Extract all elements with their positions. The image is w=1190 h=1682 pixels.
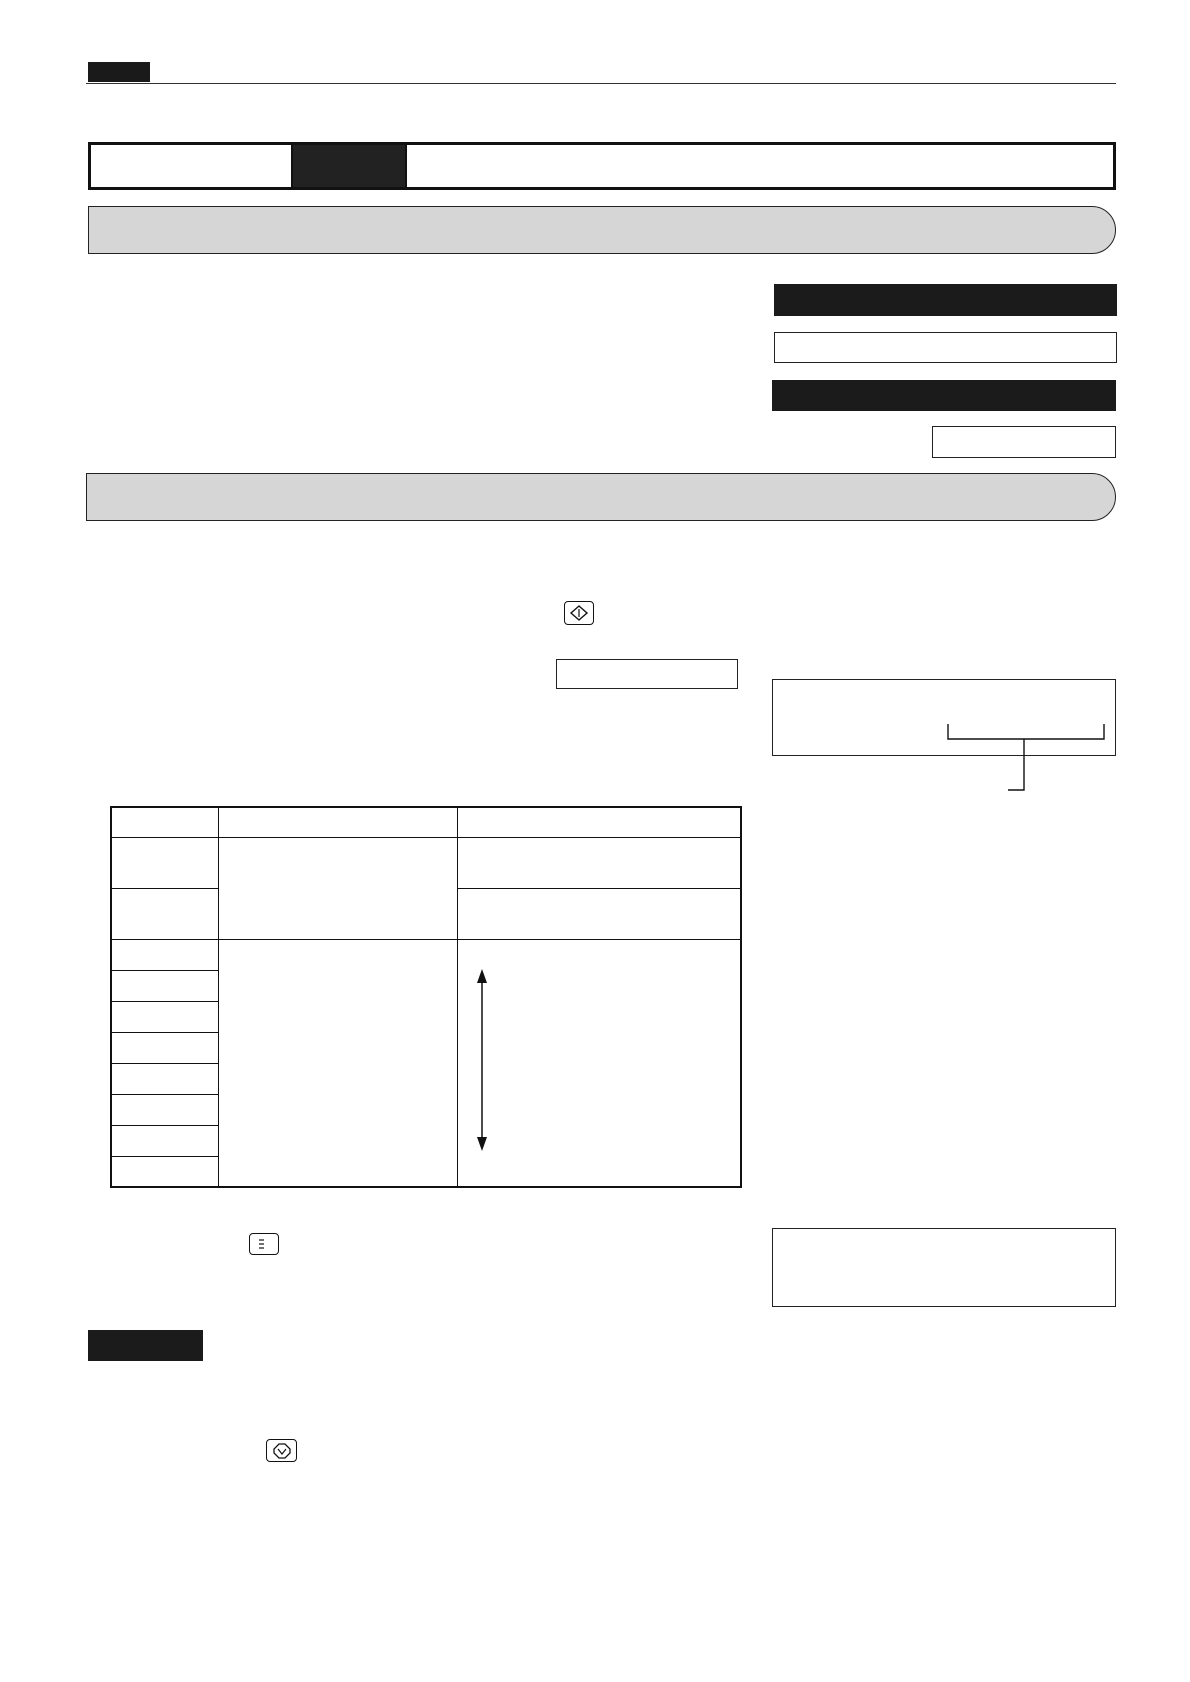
- table-cell: [218, 837, 457, 939]
- table-cell: [111, 1001, 218, 1032]
- result-panel: [772, 1228, 1116, 1307]
- table-cell: [111, 837, 218, 888]
- table-cell: [111, 1156, 218, 1187]
- table-cell: [111, 888, 218, 939]
- table-cell: [111, 1032, 218, 1063]
- stop-key-glyph: [273, 1443, 291, 1459]
- summary-box-outline: [932, 426, 1116, 458]
- inline-value-field: [556, 659, 738, 689]
- double-arrow-icon: [474, 969, 490, 1151]
- start-key-icon: [564, 601, 594, 625]
- display-bracket-callout: [940, 722, 1110, 794]
- table-header-cell: [218, 807, 457, 837]
- table-cell: [111, 939, 218, 970]
- table-cell: [111, 970, 218, 1001]
- table-cell: [111, 1125, 218, 1156]
- note-label: [88, 1330, 203, 1361]
- summary-box-outline: [774, 332, 1117, 363]
- header-rule: [86, 83, 1116, 84]
- clear-key-glyph: [256, 1237, 272, 1251]
- table-cell: [457, 837, 741, 888]
- title-cell-left: [91, 145, 293, 187]
- table-header-row: [111, 807, 741, 837]
- title-cell-main: [405, 145, 1113, 187]
- summary-box-dark: [774, 284, 1117, 316]
- table-cell: [111, 1063, 218, 1094]
- clear-key-icon: [249, 1233, 279, 1255]
- table-row: [111, 837, 741, 888]
- table-range-cell: [457, 939, 741, 1187]
- section-heading-band: [88, 206, 1116, 254]
- table-row: [111, 939, 741, 970]
- page-tag: [88, 62, 150, 82]
- table-cell: [218, 939, 457, 1187]
- table-cell: [457, 888, 741, 939]
- start-key-glyph: [569, 605, 589, 621]
- summary-box-dark: [772, 380, 1116, 411]
- stop-key-icon: [266, 1439, 297, 1462]
- spec-table: [110, 806, 742, 1188]
- table-cell: [111, 1094, 218, 1125]
- title-bar: [88, 142, 1116, 190]
- table-header-cell: [457, 807, 741, 837]
- section-heading-band: [86, 473, 1116, 521]
- table-header-cell: [111, 807, 218, 837]
- title-cell-code: [293, 145, 405, 187]
